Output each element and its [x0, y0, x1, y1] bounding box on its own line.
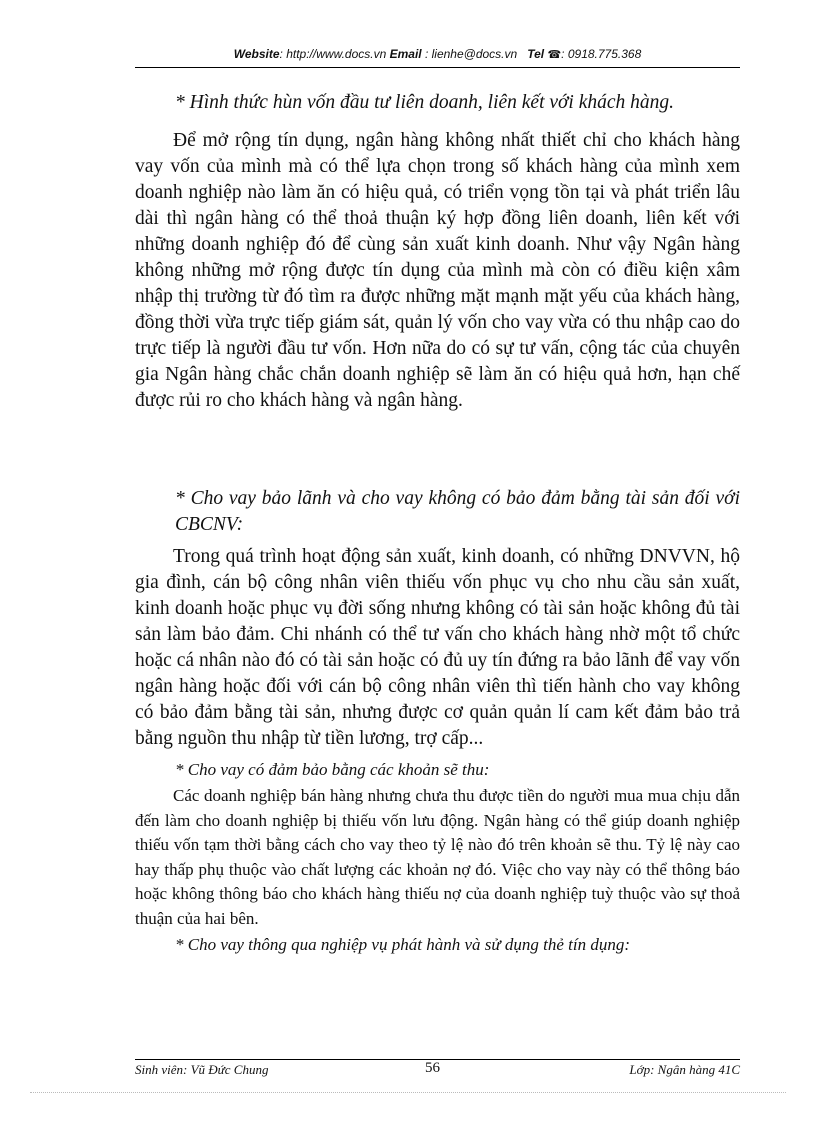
heading-credit-card-loans: * Cho vay thông qua nghiệp vụ phát hành và sử dụng thẻ tín dụng:: [175, 935, 630, 954]
website-value: : http://www.docs.vn: [279, 47, 387, 61]
website-label: Website: [233, 47, 280, 61]
heading-joint-venture: * Hình thức hùn vốn đầu tư liên doanh, liên kết với khách hàng.: [175, 92, 675, 113]
page-edge-dotted-line: [30, 1092, 786, 1093]
tel-value: : 0918.775.368: [561, 47, 642, 61]
tel-label: Tel: [527, 47, 545, 61]
footer-student: Sinh viên: Vũ Đức Chung: [135, 1062, 269, 1077]
email-label: Email: [389, 47, 422, 61]
header-rule: [135, 67, 740, 68]
page-header: [135, 47, 740, 61]
footer-class: Lớp: Ngân hàng 41C: [629, 1062, 740, 1077]
email-value: : lienhe@docs.vn: [421, 47, 518, 61]
paragraph-guarantee-loans: Trong quá trình hoạt động sản xuất, kinh doanh, có những DNVVN, hộ gia đình, cán bộ công nhân viên thiếu vốn phục vụ cho nhu cầu sản xuất, kinh doanh hoặc phục vụ đời sống nhưng không có tài sản hoặc không đủ tài sản làm bảo đảm. Chi nhánh có thể tư vấn cho khách hàng nhờ một tổ chức hoặc cá nhân nào đó có tài sản hoặc có đủ uy tín đứng ra bảo lãnh để vay vốn ngân hàng hoặc đối với cán bộ công nhân viên thì tiến hành cho vay không có bảo đảm bằng tài sản, nhưng được cơ quản quản lí cam kết đảm bảo trả bằng nguồn thu nhập từ tiền lương, trợ cấp...: [135, 546, 740, 749]
heading-guarantee-loans: * Cho vay bảo lãnh và cho vay không có bảo đảm bằng tài sản đối với CBCNV:: [175, 488, 740, 535]
document-body: [135, 90, 740, 957]
heading-receivables-loans: * Cho vay có đảm bảo bằng các khoản sẽ thu:: [175, 760, 490, 779]
paragraph-joint-venture: Để mở rộng tín dụng, ngân hàng không nhất thiết chỉ cho khách hàng vay vốn của mình mà có thể lựa chọn trong số khách hàng của mình xem doanh nghiệp nào làm ăn có hiệu quả, có triển vọng tồn tại và phát triển lâu dài thì ngân hàng có thể thoả thuận ký hợp đồng liên doanh, liên kết với những doanh nghiệp đó để cùng sản xuất kinh doanh. Như vậy Ngân hàng không những mở rộng được tín dụng của mình mà còn có điều kiện xâm nhập thị trường từ đó tìm ra được những mặt mạnh mặt yếu của khách hàng, đồng thời vừa trực tiếp giám sát, quản lý vốn cho vay vừa có thu nhập cao do trực tiếp là người đầu tư vốn. Hơn nữa do có sự tư vấn, cộng tác của chuyên gia Ngân hàng chắc chắn doanh nghiệp sẽ làm ăn có hiệu quả hơn, hạn chế được rủi ro cho khách hàng và ngân hàng.: [135, 130, 740, 411]
paragraph-receivables-loans: Các doanh nghiệp bán hàng nhưng chưa thu được tiền do người mua mua chịu dẫn đến làm cho doanh nghiệp bị thiếu vốn lưu động. Ngân hàng có thể giúp doanh nghiệp thiếu vốn tạm thời bằng cách cho vay theo tỷ lệ nào đó trên khoản sẽ thu. Tỷ lệ này cao hay thấp phụ thuộc vào chất lượng các khoản nợ đó. Việc cho vay này có thể thông báo hoặc không thông báo cho khách hàng thiếu nợ của doanh nghiệp tuỳ thuộc vào sự thoả thuận của hai bên.: [135, 786, 740, 928]
page-number: 56: [425, 1060, 440, 1076]
phone-icon: ☎: [547, 49, 562, 61]
